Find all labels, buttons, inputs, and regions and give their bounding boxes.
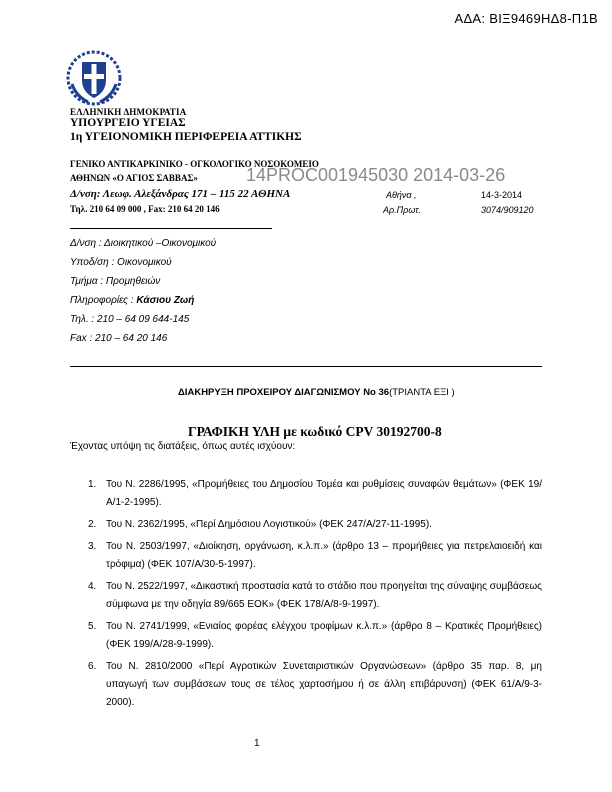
list-item-text: Του Ν. 2503/1997, «Διοίκηση, οργάνωση, κ.λ.π.» (άρθρο 13 – προμήθειες για πετρελαιοειδή και τρόφιμα) (ΦΕΚ 107/Α/30-5-1997). xyxy=(106,541,542,570)
subject-heading: ΓΡΑΦΙΚΗ ΥΛΗ με κωδικό CPV 30192700-8 xyxy=(188,424,442,439)
list-item xyxy=(70,538,542,574)
header-line-1: ΕΛΛΗΝΙΚΗ ΔΗΜΟΚΡΑΤΙΑ xyxy=(70,107,187,117)
list-item-number: 3. xyxy=(88,541,97,552)
tender-title-main: ΔΙΑΚΗΡΥΞΗ ΠΡΟΧΕΙΡΟΥ ΔΙΑΓΩΝΙΣΜΟΥ Νο 36 xyxy=(178,387,390,398)
intro-text: Έχοντας υπόψη τις διατάξεις, όπως αυτές ισχύουν: xyxy=(70,441,296,452)
tender-title xyxy=(178,387,455,398)
list-item-text: Του Ν. 2810/2000 «Περί Αγροτικών Συνεταιριστικών Οργανώσεων» (άρθρο 35 παρ. 8, μη υπαγωγή των συμβάσεων τους σε τέλος χαρτοσήμου ή σε άλλη επιβάρυνση) (ΦΕΚ 61/Α/9-3-2000). xyxy=(106,661,542,708)
protocol-number: 3074/909120 xyxy=(481,205,534,215)
hospital-phones: Τηλ. 210 64 09 000 , Fax: 210 64 20 146 xyxy=(70,204,220,214)
page-number: 1 xyxy=(254,738,260,749)
divider-long xyxy=(70,366,542,367)
list-item-text: Του Ν. 2522/1997, «Δικαστική προστασία κατά το στάδιο που προηγείται της σύναψης συμβάσεως σύμφωνα με την οδηγία 89/665 ΕΟΚ» (ΦΕΚ 178/Α/8-9-1997). xyxy=(106,581,542,610)
info-subdirectorate: Υποδ/ση : Οικονομικού xyxy=(70,257,172,268)
ada-code: ΑΔΑ: ΒΙΞ9469ΗΔ8-Π1Β xyxy=(454,11,598,26)
contact-label: Πληροφορίες : xyxy=(70,295,134,306)
list-item xyxy=(70,618,542,654)
list-item-number: 1. xyxy=(88,479,97,490)
list-item xyxy=(70,658,542,712)
header-line-3: 1η ΥΓΕΙΟΝΟΜΙΚΗ ΠΕΡΙΦΕΡΕΙΑ ΑΤΤΙΚΗΣ xyxy=(70,131,302,143)
info-contact xyxy=(70,295,194,306)
hospital-name-1: ΓΕΝΙΚΟ ΑΝΤΙΚΑΡΚΙΝΙΚΟ - ΟΓΚΟΛΟΓΙΚΟ ΝΟΣΟΚΟΜΕΙΟ xyxy=(70,159,319,169)
info-directorate: Δ/νση : Διοικητικού –Οικονομικού xyxy=(70,238,217,249)
hospital-address: Δ/νση: Λεωφ. Αλεξάνδρας 171 – 115 22 ΑΘΗΝΑ xyxy=(70,188,291,200)
protocol-label: Αρ.Πρωτ. xyxy=(383,205,422,215)
divider-short xyxy=(70,228,272,229)
list-item xyxy=(70,516,542,534)
info-phone: Τηλ. : 210 – 64 09 644-145 xyxy=(70,314,190,325)
list-item-text: Του Ν. 2362/1995, «Περί Δημόσιου Λογιστικού» (ΦΕΚ 247/Α/27-11-1995). xyxy=(106,519,432,530)
city-label: Αθήνα , xyxy=(386,190,417,200)
list-item xyxy=(70,578,542,614)
info-fax: Fax : 210 – 64 20 146 xyxy=(70,333,168,344)
info-department: Τμήμα : Προμηθειών xyxy=(70,276,161,287)
tender-title-suffix: (ΤΡΙΑΝΤΑ ΕΞΙ ) xyxy=(389,387,455,398)
list-item-number: 4. xyxy=(88,581,97,592)
header-line-2: ΥΠΟΥΡΓΕΙΟ ΥΓΕΙΑΣ xyxy=(70,117,186,129)
list-item-number: 2. xyxy=(88,519,97,530)
provisions-list xyxy=(70,476,542,716)
registration-stamp: 14PROC001945030 2014-03-26 xyxy=(246,165,506,185)
list-item xyxy=(70,476,542,512)
list-item-number: 5. xyxy=(88,621,97,632)
list-item-text: Του Ν. 2286/1995, «Προμήθειες του Δημοσίου Τομέα και ρυθμίσεις συναφών θεμάτων» (ΦΕΚ 19/Α/1-2-1995). xyxy=(106,479,542,508)
document-date: 14-3-2014 xyxy=(481,190,523,200)
contact-name: Κάσιου Ζωή xyxy=(136,295,195,306)
list-item-number: 6. xyxy=(88,661,97,672)
greek-coat-of-arms-icon xyxy=(66,50,122,106)
list-item-text: Του Ν. 2741/1999, «Ενιαίος φορέας ελέγχου τροφίμων κ.λ.π.» (άρθρο 8 – Κρατικές Προμήθειες) (ΦΕΚ 199/Α/28-9-1999). xyxy=(106,621,542,650)
hospital-name-2: ΑΘΗΝΩΝ «Ο ΑΓΙΟΣ ΣΑΒΒΑΣ» xyxy=(70,173,198,183)
